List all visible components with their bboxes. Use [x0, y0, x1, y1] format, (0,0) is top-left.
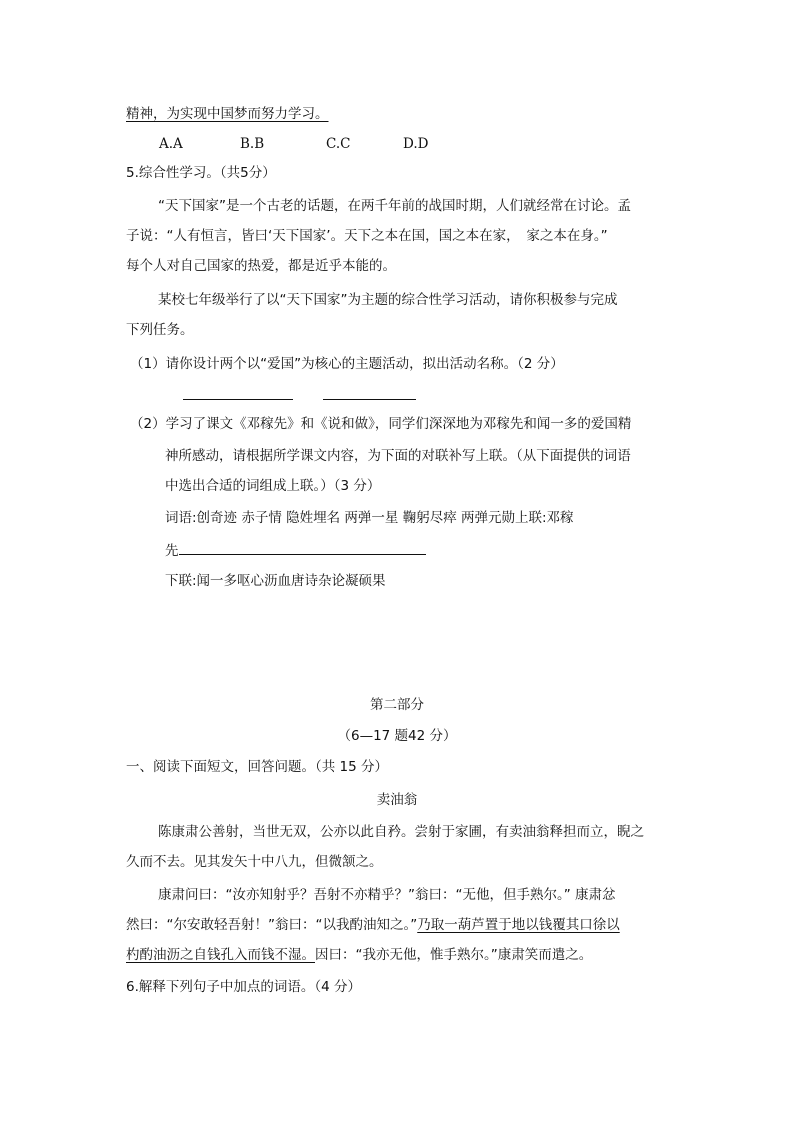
- sub-question-2-line-3: 中选出合适的词组成上联。）（3 分）: [165, 478, 381, 494]
- option-d: D.D: [403, 136, 429, 152]
- sub-question-2-line-1: （2）学习了课文《邓稼先》和《说和做》，同学们深深地为邓稼先和闻一多的爱国精: [130, 416, 632, 432]
- task-intro-line-1: 某校七年级举行了以“天下国家”为主题的综合性学习活动，请你积极参与完成: [158, 292, 618, 308]
- essay-title: 卖油翁: [376, 792, 418, 808]
- essay-p1-line-1: 陈康肃公善射，当世无双，公亦以此自矜。尝射于家圃，有卖油翁释担而立，睨之: [158, 824, 644, 840]
- option-c: C.C: [326, 136, 351, 152]
- essay-p2-line-3: [126, 945, 592, 965]
- essay-p2-line-3-underlined: 杓酌油沥之自钱孔入而钱不湿。: [126, 947, 315, 963]
- upper-couplet-prefix: 先: [165, 543, 179, 559]
- upper-couplet: [165, 540, 426, 561]
- option-b: B.B: [240, 136, 265, 152]
- answer-blank-1[interactable]: [183, 399, 293, 400]
- part2-heading: 第二部分: [370, 697, 424, 713]
- sub-question-1: （1）请你设计两个以“爱国”为核心的主题活动，拟出活动名称。（2 分）: [130, 356, 564, 372]
- passage-line-2: 子说：“人有恒言，皆曰‘天下国家’。天下之本在国，国之本在家， 家之本在身。”: [126, 228, 608, 244]
- section1-title: 一、阅读下面短文，回答问题。（共 15 分）: [126, 759, 389, 775]
- essay-p2-line-2-underlined: 乃取一葫芦置于地以钱覆其口徐以: [417, 917, 620, 933]
- essay-p2-line-3-plain: 因曰：“我亦无他，惟手熟尔。”康肃笑而遣之。: [315, 947, 593, 963]
- part2-subheading: （6—17 题42 分）: [337, 728, 457, 744]
- upper-couplet-blank[interactable]: [179, 540, 426, 555]
- q5-title: 5.综合性学习。（共5分）: [126, 165, 276, 181]
- lower-couplet: 下联:闻一多呕心沥血唐诗杂论凝硕果: [165, 573, 386, 589]
- q6-title: 6.解释下列句子中加点的词语。（4 分）: [126, 979, 362, 995]
- top-line: 精神，为实现中国梦而努力学习。: [126, 106, 329, 122]
- essay-p2-line-2: [126, 915, 620, 935]
- passage-line-3: 每个人对自己国家的热爱，都是近乎本能的。: [126, 258, 396, 274]
- essay-p2-line-2-plain: 然曰：“尔安敢轻吾射！”翁曰：“以我酌油知之。”: [126, 917, 418, 933]
- essay-p2-line-1: 康肃问曰：“汝亦知射乎？吾射不亦精乎？”翁曰：“无他，但手熟尔。” 康肃忿: [158, 887, 616, 903]
- sub-question-2-line-2: 神所感动，请根据所学课文内容，为下面的对联补写上联。（从下面提供的词语: [165, 448, 631, 464]
- essay-p1-line-2: 久而不去。见其发矢十中八九，但微颔之。: [126, 854, 383, 870]
- option-a: A.A: [159, 136, 183, 152]
- passage-line-1: “天下国家”是一个古老的话题，在两千年前的战国时期，人们就经常在讨论。孟: [158, 198, 631, 214]
- task-intro-line-2: 下列任务。: [126, 322, 194, 338]
- word-bank: 词语:创奇迹 赤子情 隐姓埋名 两弹一星 鞠躬尽瘁 两弹元勋上联:邓稼: [165, 510, 574, 526]
- answer-blank-2[interactable]: [323, 399, 416, 400]
